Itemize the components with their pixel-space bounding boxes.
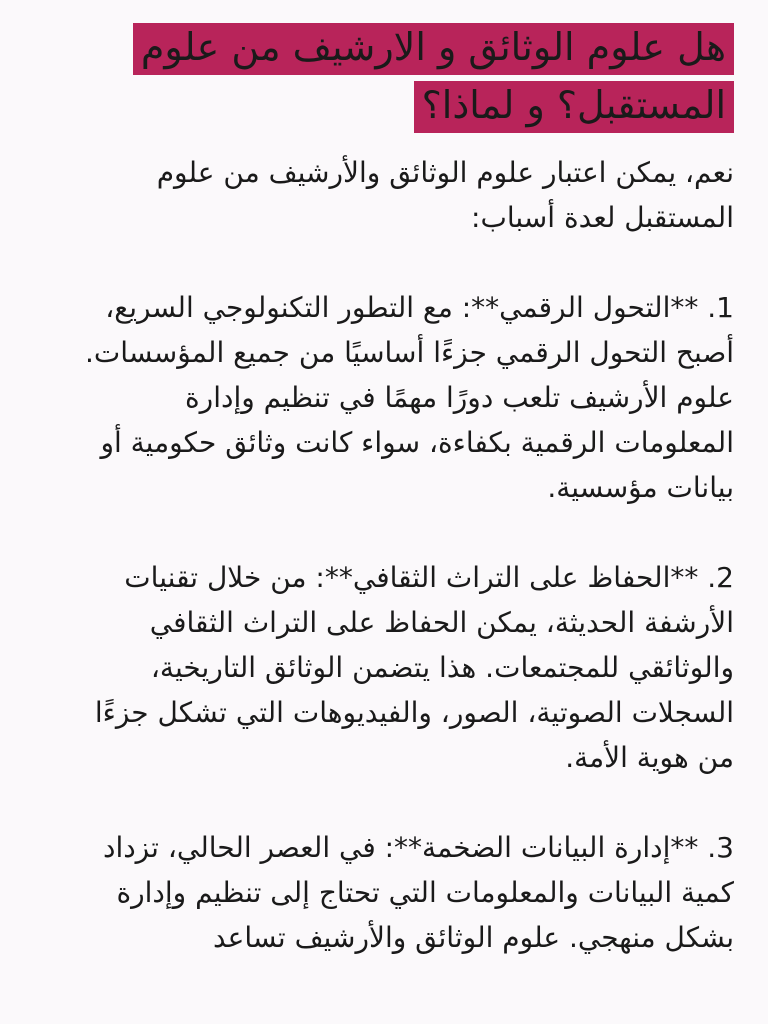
paragraph-gap	[62, 240, 734, 285]
point-1: 1. **التحول الرقمي**: مع التطور التكنولوجي السريع، أصبح التحول الرقمي جزءًا أساسيًا من جميع المؤسسات. علوم الأرشيف تلعب دورًا مهمًا في تنظيم وإدارة المعلومات الرقمية بكفاءة، سواء كانت وثائق حكومية أو بيانات مؤسسية.	[85, 291, 734, 504]
intro-paragraph: نعم، يمكن اعتبار علوم الوثائق والأرشيف من علوم المستقبل لعدة أسباب:	[156, 156, 734, 234]
point-2: 2. **الحفاظ على التراث الثقافي**: من خلال تقنيات الأرشفة الحديثة، يمكن الحفاظ على التراث الثقافي والوثائقي للمجتمعات. هذا يتضمن الوثائق التاريخية، السجلات الصوتية، الصور، والفيديوهات التي تشكل جزءًا من هوية الأمة.	[94, 561, 734, 774]
page-title: هل علوم الوثائق و الارشيف من علوم المستقبل؟ و لماذا؟	[133, 23, 734, 133]
document-body	[62, 150, 734, 960]
paragraph-gap	[62, 780, 734, 825]
title-block	[62, 18, 734, 134]
paragraph-gap	[62, 510, 734, 555]
point-3: 3. **إدارة البيانات الضخمة**: في العصر الحالي، تزداد كمية البيانات والمعلومات التي تحتاج إلى تنظيم وإدارة بشكل منهجي. علوم الوثائق والأرشيف تساعد	[102, 831, 734, 954]
